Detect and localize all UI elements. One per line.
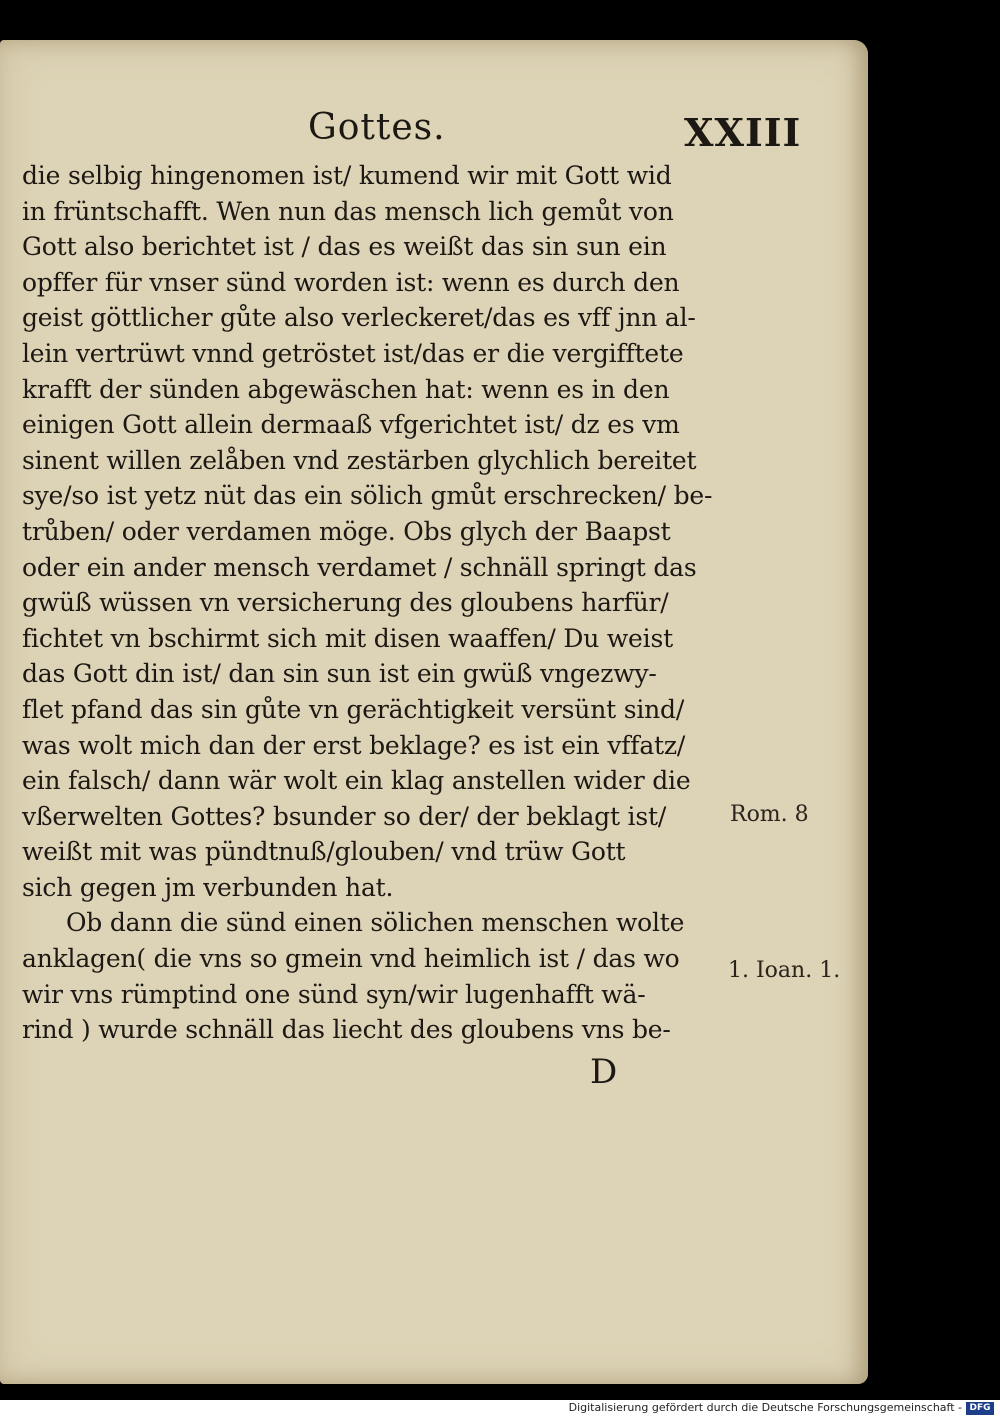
paragraph-start-line: Ob dann die sünd einen sölichen menschen wolte — [66, 908, 685, 938]
text-line: oder ein ander mensch verdamet / schnäll springt das — [22, 552, 697, 582]
signature-mark: D — [590, 1052, 618, 1092]
text-line: anklagen( die vns so gmein vnd heimlich ist / das wo — [22, 944, 680, 974]
running-head: Gottes. — [308, 107, 446, 148]
text-line: in früntschafft. Wen nun das mensch lich gemůt von — [22, 196, 674, 226]
text-line: flet pfand das sin gůte vn gerächtigkeit versünt sind/ — [22, 694, 685, 724]
text-line: trůben/ oder verdamen möge. Obs glych der Baapst — [22, 516, 671, 546]
text-line: fichtet vn bschirmt sich mit disen waaffen/ Du weist — [22, 623, 673, 653]
text-line: lein vertrüwt vnnd getröstet ist/das er die vergifftete — [22, 338, 684, 368]
text-line: gwüß wüssen vn versicherung des gloubens harfür/ — [22, 588, 669, 618]
text-line: ein falsch/ dann wär wolt ein klag anstellen wider die — [22, 766, 691, 796]
folio-number: XXIII — [684, 110, 802, 155]
body-text — [22, 158, 734, 1048]
text-line: wir vns rümptind one sünd syn/wir lugenhafft wä- — [22, 979, 646, 1009]
text-line: sinent willen zelåben vnd zestärben glychlich bereitet — [22, 445, 697, 475]
text-line: einigen Gott allein dermaaß vfgerichtet ist/ dz es vm — [22, 410, 680, 440]
text-line: das Gott din ist/ dan sin sun ist ein gwüß vngezwy- — [22, 659, 657, 689]
marginal-note-rom: Rom. 8 — [730, 802, 809, 827]
footer-credit: Digitalisierung gefördert durch die Deutsche Forschungsgemeinschaft - — [568, 1401, 962, 1414]
dfg-logo: DFG — [966, 1402, 994, 1415]
text-line: krafft der sünden abgewäschen hat: wenn es in den — [22, 374, 670, 404]
text-line: vßerwelten Gottes? bsunder so der/ der beklagt ist/ — [22, 801, 667, 831]
text-line: sich gegen jm verbunden hat. — [22, 872, 394, 902]
text-line: sye/so ist yetz nüt das ein sölich gmůt erschrecken/ be- — [22, 481, 713, 511]
marginal-note-ioan: 1. Ioan. 1. — [728, 958, 841, 983]
text-line: opffer für vnser sünd worden ist: wenn es durch den — [22, 267, 680, 297]
text-line: was wolt mich dan der erst beklage? es ist ein vffatz/ — [22, 730, 686, 760]
text-line: weißt mit was pündtnuß/glouben/ vnd trüw Gott — [22, 837, 626, 867]
text-line: geist göttlicher gůte also verleckeret/das es vff jnn al- — [22, 303, 696, 333]
text-line: rind ) wurde schnäll das liecht des gloubens vns be- — [22, 1015, 671, 1045]
text-line: Gott also berichtet ist / das es weißt das sin sun ein — [22, 232, 667, 262]
text-line: die selbig hingenomen ist/ kumend wir mit Gott wid — [22, 161, 672, 190]
